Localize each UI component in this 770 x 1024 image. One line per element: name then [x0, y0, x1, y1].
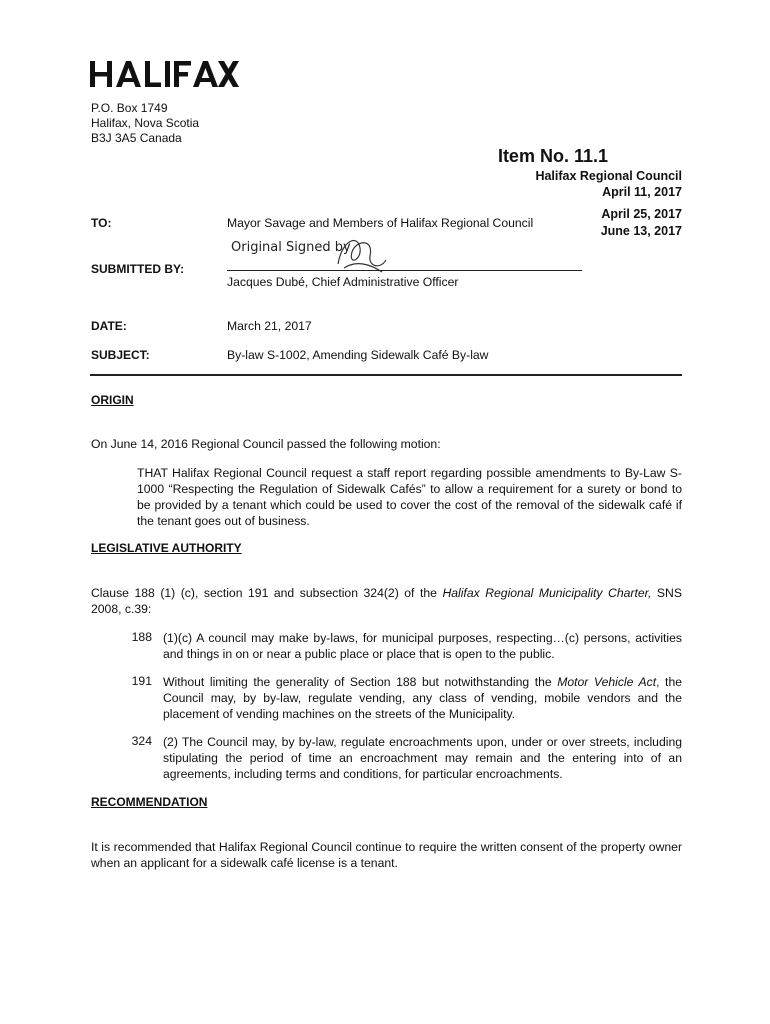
to-value: Mayor Savage and Members of Halifax Regional Council	[227, 216, 534, 230]
clause-text: (2) The Council may, by by-law, regulate encroachments upon, under or over streets, including stipulating the period of time an encroachment may remain and the entering into of an agreements, including terms and conditions, for particular encroachments.	[163, 735, 682, 781]
subject-label: SUBJECT:	[91, 348, 150, 362]
to-label: TO:	[91, 216, 112, 230]
act-title: Motor Vehicle Act	[557, 675, 657, 689]
origin-intro: On June 14, 2016 Regional Council passed the following motion:	[91, 437, 441, 451]
address-line: B3J 3A5 Canada	[91, 131, 182, 145]
recommendation-text: It is recommended that Halifax Regional Council continue to require the written consent of the property owner when an applicant for a sidewalk café license is a tenant.	[91, 840, 682, 870]
recommendation-heading: RECOMMENDATION	[91, 795, 208, 809]
signature-scribble	[330, 230, 390, 274]
clause-number: 324	[131, 734, 152, 748]
address-block	[91, 101, 199, 146]
clause-number: 188	[131, 630, 152, 644]
legislative-heading: LEGISLATIVE AUTHORITY	[91, 541, 242, 555]
submitted-label: SUBMITTED BY:	[91, 262, 185, 276]
clause-text-part: , the Council may, by by-law, regulate vending, any class of vending, mobile vendors and the placement of vending machines on the streets of the Municipality.	[163, 675, 682, 721]
clause-text: (1)(c) A council may make by-laws, for municipal purposes, respecting…(c) persons, activities and things in on or near a public place or place that is open to the public.	[163, 631, 682, 661]
signature-line	[227, 270, 582, 271]
clause-text	[163, 674, 682, 722]
origin-motion: THAT Halifax Regional Council request a staff report regarding possible amendments to By-Law S-1000 “Respecting the Regulation of Sidewalk Cafés” to allow a requirement for a surety or bond to be provided by a tenant which could be used to cover the cost of the removal of the sidewalk café if the tenant goes out of business.	[137, 466, 682, 528]
clause-number: 191	[131, 674, 152, 688]
legislative-intro-text: SNS 2008, c.39:	[91, 586, 682, 616]
date-label: DATE:	[91, 319, 127, 333]
meeting-date: April 11, 2017	[602, 185, 682, 199]
meeting-date: April 25, 2017	[601, 207, 682, 221]
council-name: Halifax Regional Council	[535, 169, 682, 183]
legislative-intro-text: Clause 188 (1) (c), section 191 and subsection 324(2) of the	[91, 586, 443, 600]
meeting-date: June 13, 2017	[600, 224, 682, 238]
item-number: Item No. 11.1	[497, 146, 608, 166]
charter-title: Halifax Regional Municipality Charter,	[442, 586, 652, 600]
submitted-value: Jacques Dubé, Chief Administrative Officer	[227, 275, 459, 289]
address-line: P.O. Box 1749	[91, 101, 168, 115]
clause-text-part: Without limiting the generality of Section 188 but notwithstanding the	[163, 675, 558, 689]
origin-heading: ORIGIN	[91, 393, 134, 407]
subject-value: By-law S-1002, Amending Sidewalk Café By-law	[227, 348, 489, 362]
signature-note: Original Signed by	[231, 240, 351, 255]
address-line: Halifax, Nova Scotia	[91, 116, 200, 130]
date-value: March 21, 2017	[227, 319, 312, 333]
header-divider	[90, 374, 682, 376]
legislative-intro	[91, 585, 682, 617]
halifax-logo	[90, 58, 240, 90]
